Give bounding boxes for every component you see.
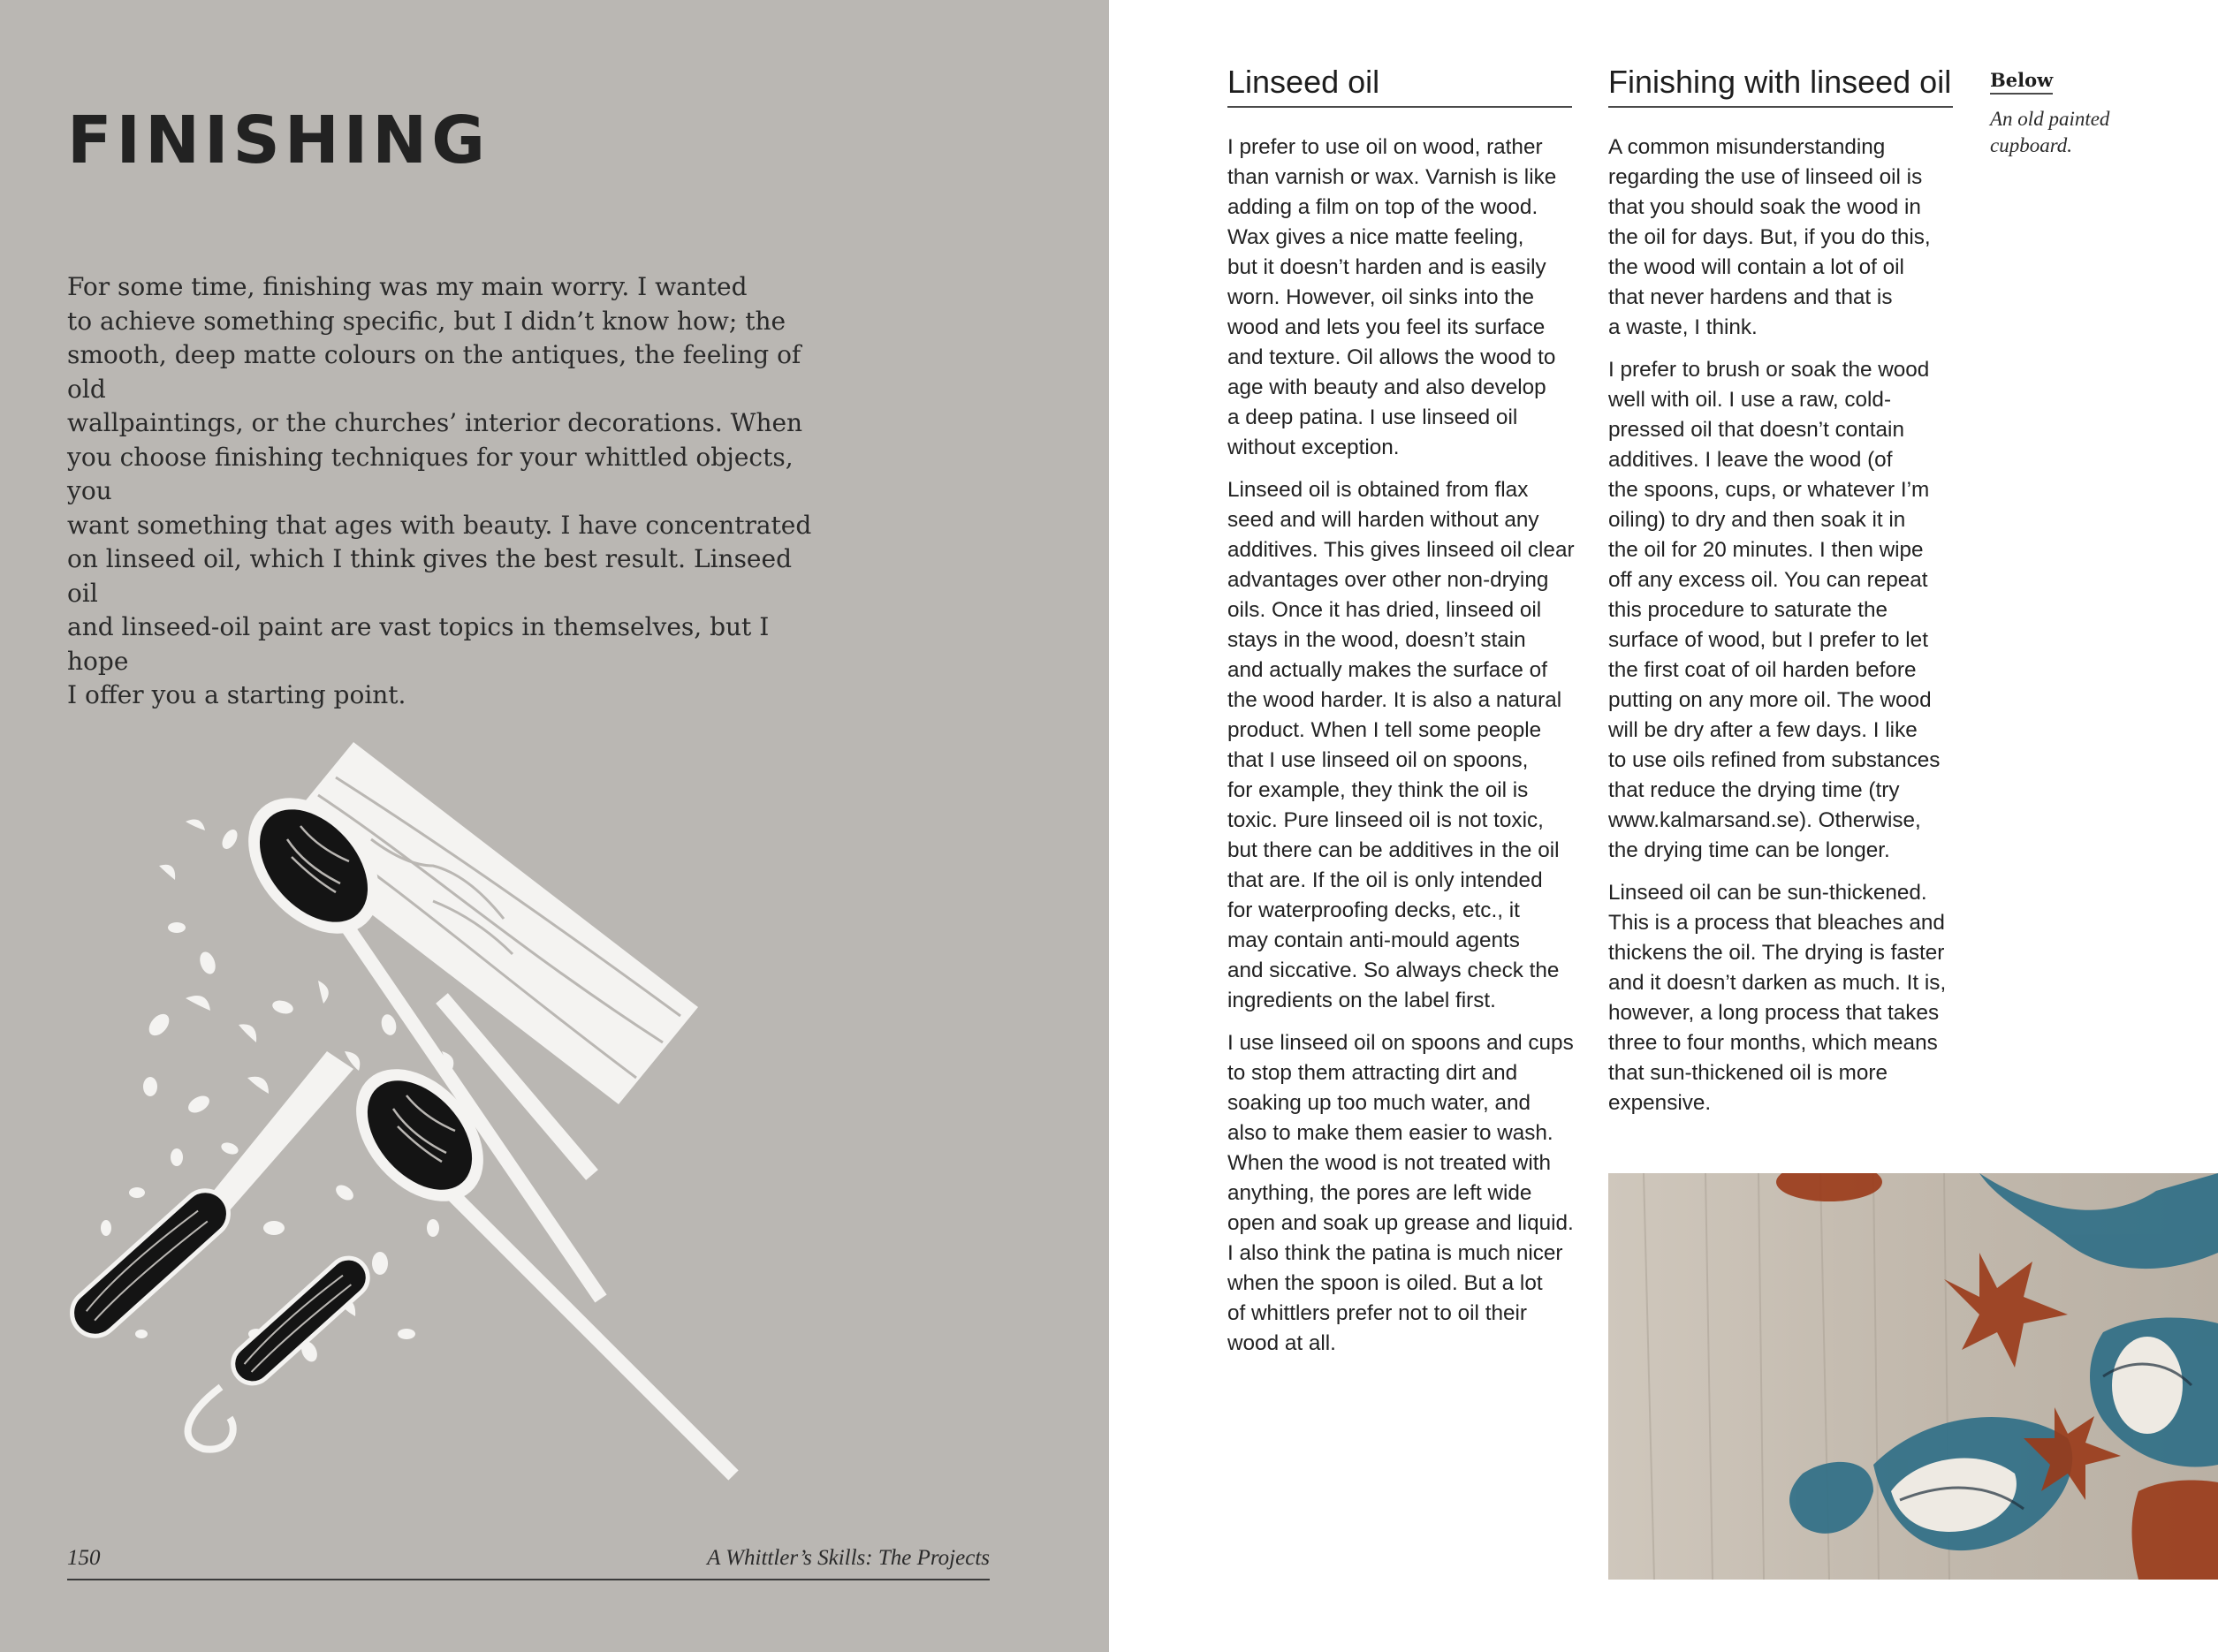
linseed-oil-column	[1227, 133, 1581, 1371]
running-head: A Whittler’s Skills: The Projects	[707, 1546, 990, 1570]
body-paragraph: I prefer to brush or soak the wood well with oil. I use a raw, cold- pressed oil that doesn’t contain additives. I leave the wood (of the spoons, cups, or whatever I’m oiling) to dry and then soak it in the oil for 20 minutes. I then wipe off any excess oil. You can repeat this procedure to saturate the surface of wood, but I prefer to let the first coat of oil harden before putting on any more oil. The wood will be dry after a few days. I like to use oils refined from substances that reduce the drying time (try www.kalmarsand.se). Otherwise, the drying time can be longer.	[1608, 358, 1941, 862]
finishing-with-linseed-oil-heading: Finishing with linseed oil	[1608, 64, 1953, 108]
page-number: 150	[67, 1546, 101, 1570]
caption-text: An old painted cupboard.	[1990, 108, 2110, 156]
wood-board-icon	[274, 742, 698, 1175]
body-paragraph: A common misunderstanding regarding the use of linseed oil is that you should soak the wood in the oil for days. But, if you do this, the wood will contain a lot of oil that never hardens and that is a waste, I think.	[1608, 135, 1931, 339]
body-paragraph: Linseed oil is obtained from flax seed and will harden without any additives. This gives linseed oil clear advantages over other non-drying oils. Once it has dried, linseed oil stays in the wood, doesn’t stain and actually makes the surface of the wood harder. It is also a natural product. When I tell some people that I use linseed oil on spoons, for example, they think the oil is toxic. Pure linseed oil is not toxic, but there can be additives in the oil that are. If the oil is only intended for waterproofing decks, etc., it may contain anti-mould agents and siccative. So always check the ingredients on the label first.	[1227, 478, 1575, 1012]
whittling-tools-illustration	[53, 733, 760, 1493]
intro-paragraph: For some time, finishing was my main worry. I wanted to achieve something specific, but I didn’t know how; the smooth, deep matte colours on the antiques, the feeling of old wallpaintings, or the churches’ interior decorations. When you choose finishing techniques for your whittled objects, you want something that ages with beauty. I have concentrated on linseed oil, which I think gives the best result. Linseed oil and linseed-oil paint are vast topics in themselves, but I hope I offer you a starting point.	[67, 272, 812, 709]
chapter-title: FINISHING	[67, 102, 490, 178]
finishing-column	[1608, 133, 1966, 1131]
linseed-oil-heading: Linseed oil	[1227, 64, 1572, 108]
footer-rule	[67, 1579, 990, 1580]
caption-label: Below	[1990, 69, 2053, 95]
body-paragraph: Linseed oil can be sun-thickened. This is a process that bleaches and thickens the oil. The drying is faster and it doesn’t darken as much. It is, however, a long process that takes three to four months, which means that sun-thickened oil is more expensive.	[1608, 881, 1947, 1115]
hook-knife-icon	[188, 1250, 376, 1450]
body-paragraph: I use linseed oil on spoons and cups to stop them attracting dirt and soaking up too much water, and also to make them easier to wash. When the wood is not treated with anything, the pores are left wide open and soak up grease and liquid. I also think the patina is much nicer when the spoon is oiled. But a lot of whittlers prefer not to oil their wood at all.	[1227, 1031, 1574, 1355]
painted-cupboard-photo	[1608, 1173, 2218, 1580]
body-paragraph: I prefer to use oil on wood, rather than varnish or wax. Varnish is like adding a film on top of the wood. Wax gives a nice matte feeling, but it doesn’t harden and is easily worn. However, oil sinks into the wood and lets you feel its surface and texture. Oil allows the wood to age with beauty and also develop a deep patina. I use linseed oil without exception.	[1227, 135, 1557, 459]
